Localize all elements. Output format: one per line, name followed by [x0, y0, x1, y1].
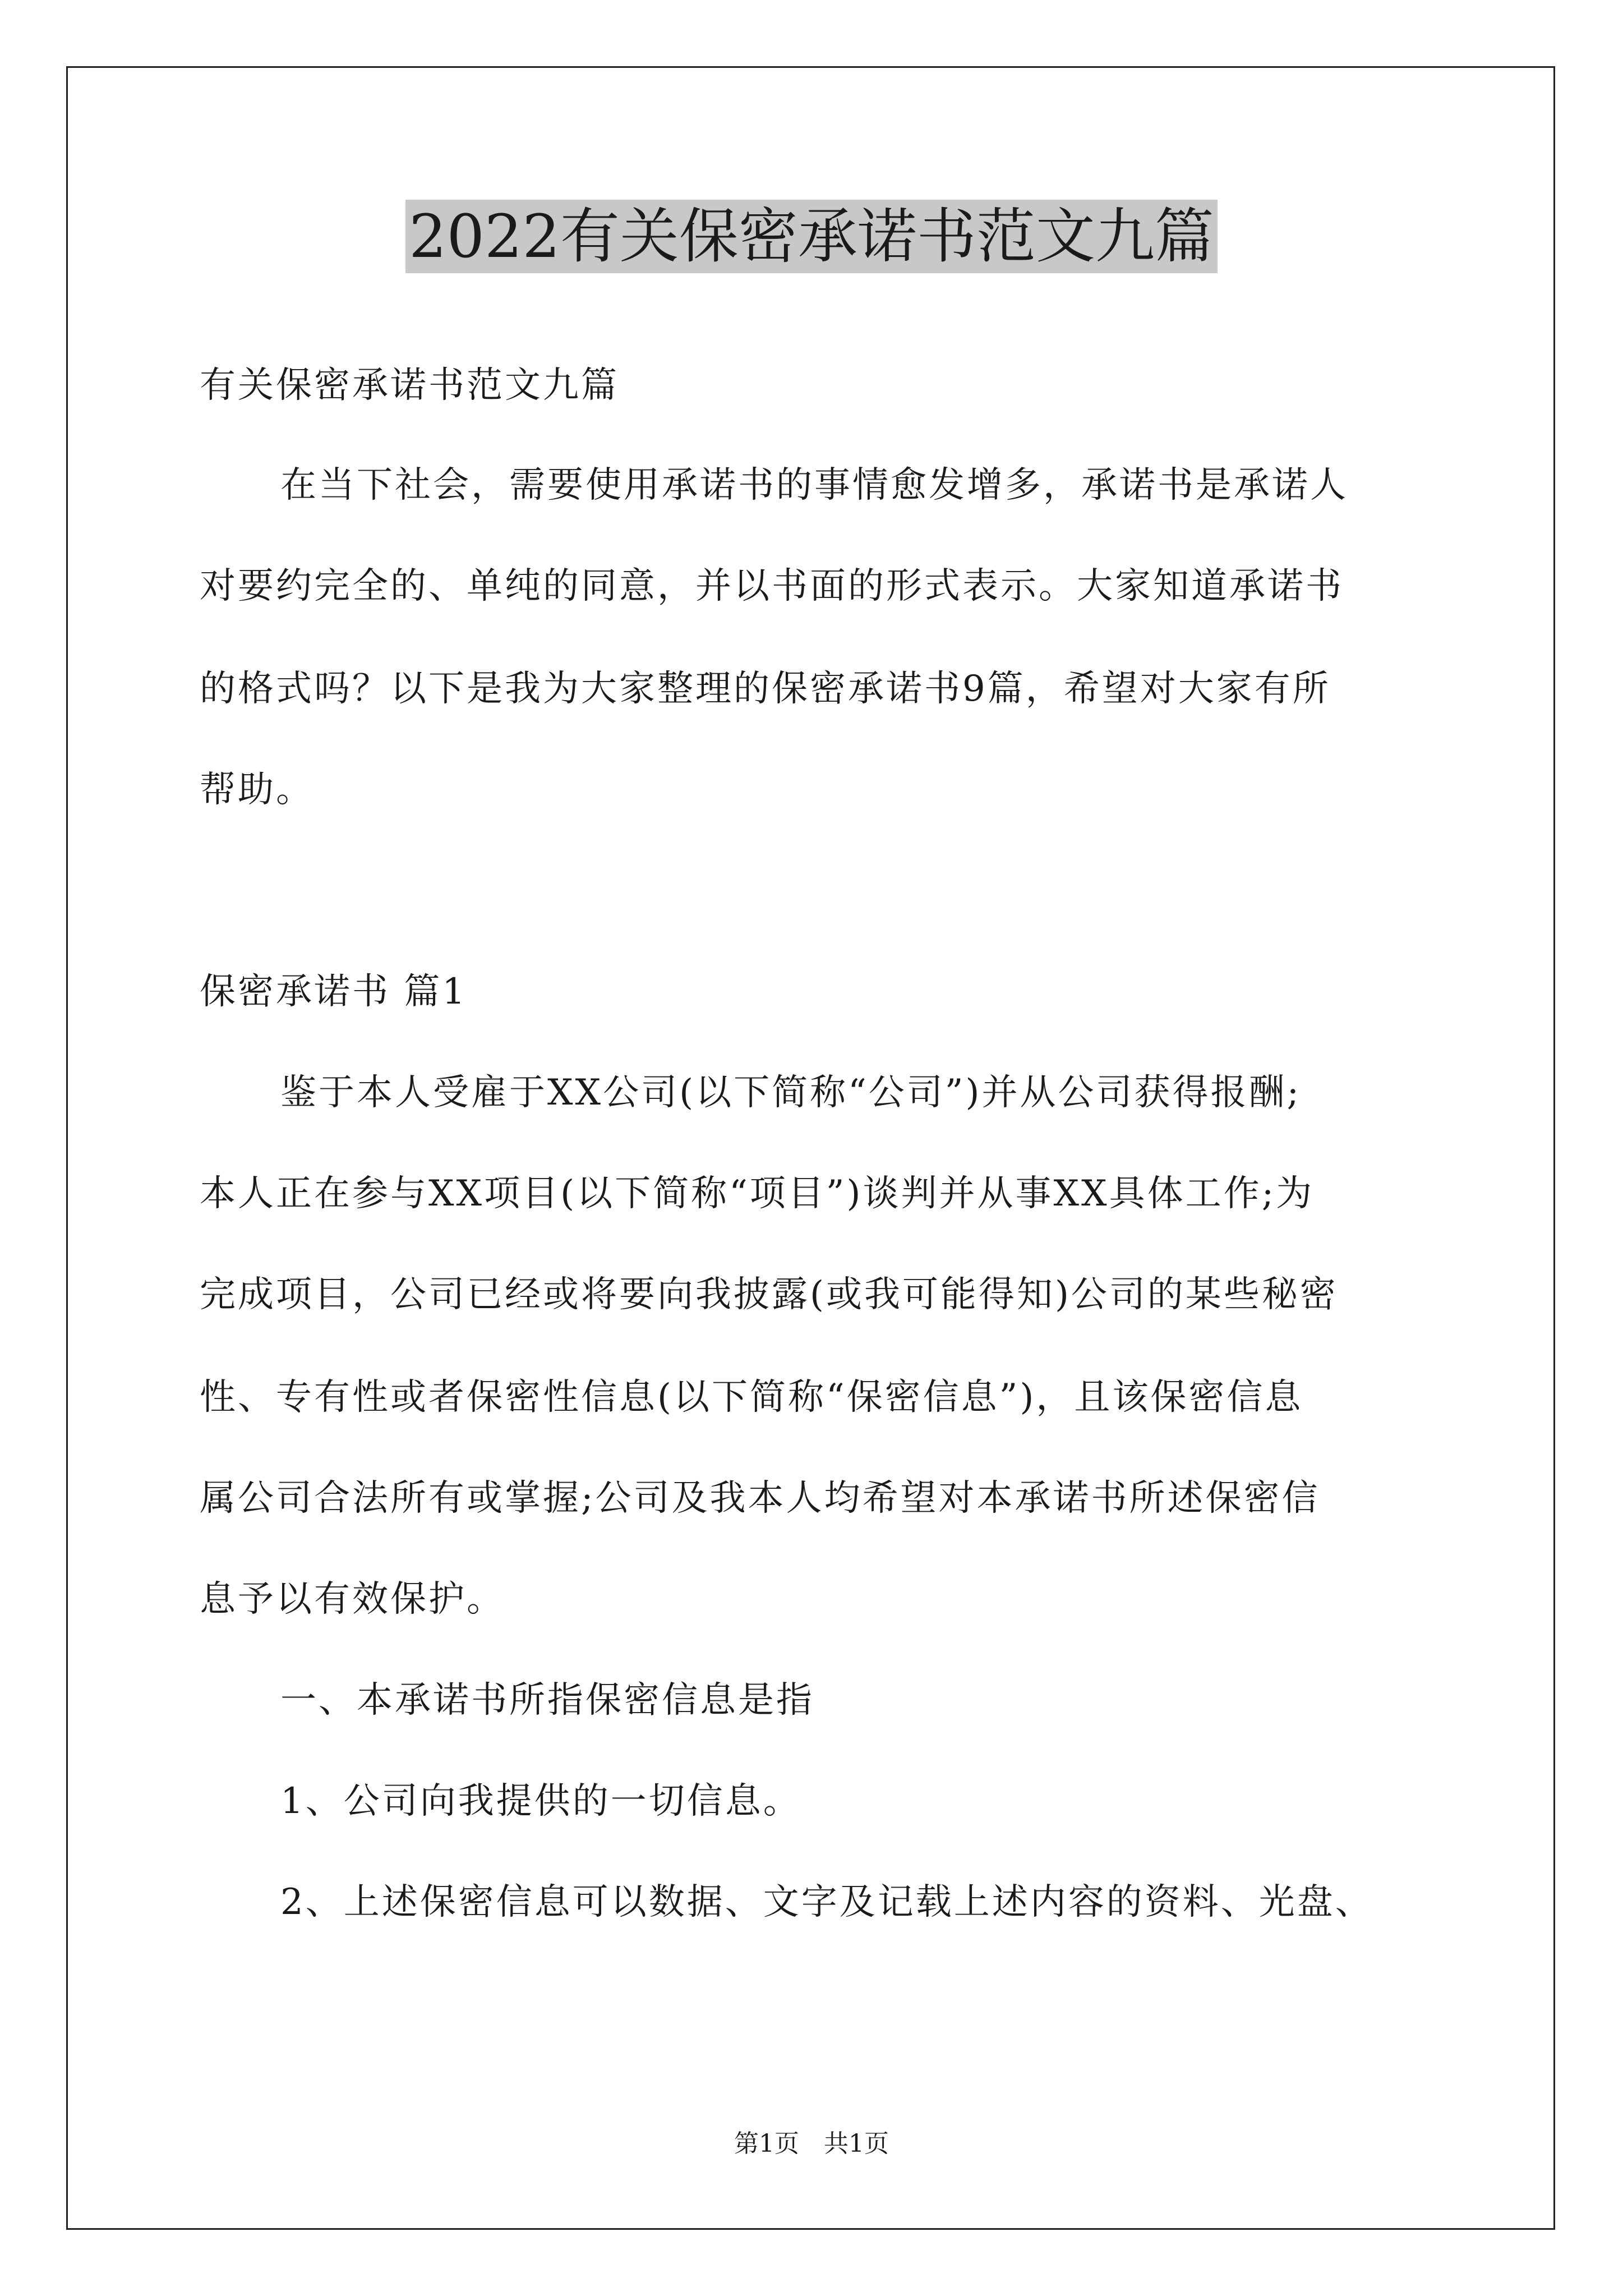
paragraph-line: 对要约完全的、单纯的同意，并以书面的形式表示。大家知道承诺书 — [200, 565, 1344, 607]
paragraph-line: 完成项目，公司已经或将要向我披露(或我可能得知)公司的某些秘密 — [200, 1274, 1338, 1315]
paragraph-line: 在当下社会，需要使用承诺书的事情愈发增多，承诺书是承诺人 — [280, 464, 1348, 506]
subtitle-line: 有关保密承诺书范文九篇 — [200, 365, 619, 406]
paragraph-line: 本人正在参与XX项目(以下简称“项目”)谈判并从事XX具体工作;为 — [200, 1173, 1315, 1214]
paragraph-line: 帮助。 — [200, 769, 314, 811]
paragraph-line: 性、专有性或者保密性信息(以下简称“保密信息”)，且该保密信息 — [200, 1377, 1303, 1418]
page-footer: 第1页 共1页 — [734, 2129, 889, 2158]
paragraph-line: 1、公司向我提供的一切信息。 — [280, 1780, 801, 1822]
paragraph-line: 的格式吗？以下是我为大家整理的保密承诺书9篇，希望对大家有所 — [200, 668, 1331, 710]
document-title: 2022有关保密承诺书范文九篇 — [0, 197, 1623, 276]
paragraph-line: 息予以有效保护。 — [200, 1579, 505, 1620]
section-heading: 保密承诺书 篇1 — [200, 971, 468, 1013]
paragraph-line: 2、上述保密信息可以数据、文字及记载上述内容的资料、光盘、 — [280, 1881, 1373, 1923]
paragraph-line: 一、本承诺书所指保密信息是指 — [280, 1680, 814, 1721]
paragraph-line: 属公司合法所有或掌握;公司及我本人均希望对本承诺书所述保密信 — [200, 1478, 1320, 1519]
paragraph-line: 鉴于本人受雇于XX公司(以下简称“公司”)并从公司获得报酬; — [280, 1072, 1302, 1114]
